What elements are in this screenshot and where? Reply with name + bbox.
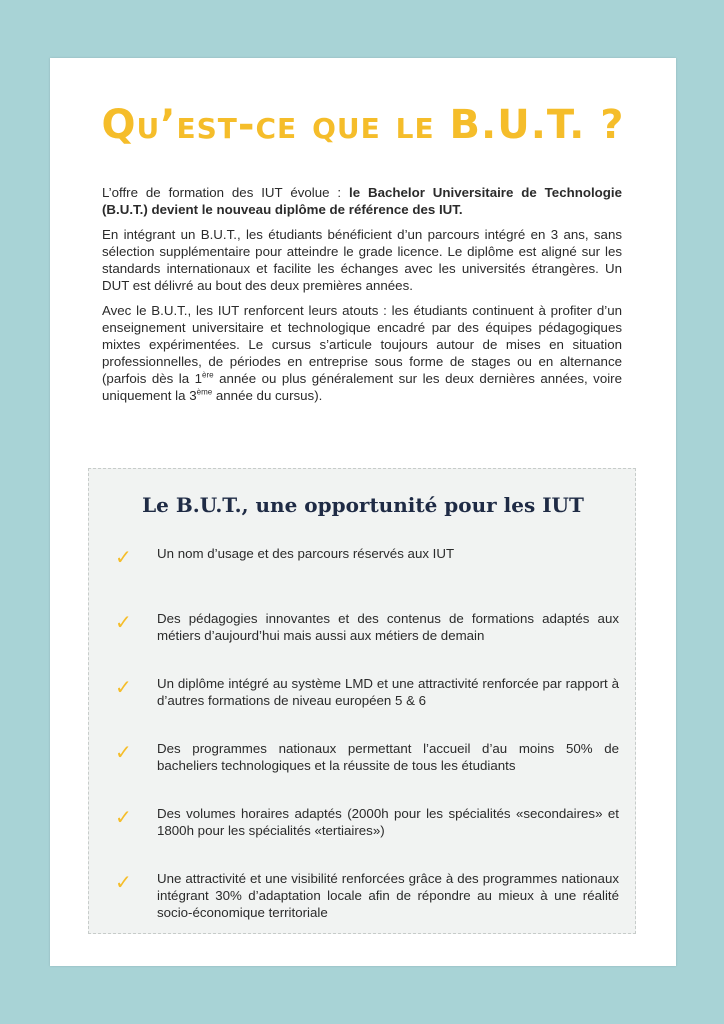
list-item (115, 610, 619, 675)
list-item (115, 870, 619, 935)
checkmark-icon: ✓ (115, 870, 132, 894)
intro-p3-part-b: année ou plus généralement sur les deux dernières années, voire uniquement la 3 (102, 371, 623, 403)
checkmark-icon: ✓ (115, 545, 132, 569)
list-item-text: Un diplôme intégré au système LMD et une attractivité renforcée par rapport à d’autres formations de niveau européen 5 & 6 (157, 676, 619, 708)
list-item (115, 675, 619, 740)
list-item-text: Des pédagogies innovantes et des contenus de formations adaptés aux métiers d’aujourd’hui mais aussi aux métiers de demain (157, 611, 619, 643)
intro-p3-part-c: année du cursus). (212, 388, 323, 403)
list-item-text: Une attractivité et une visibilité renforcées grâce à des programmes nationaux intégrant 30% d’adaptation locale afin de répondre au mieux à une réalité socio-économique territoriale (157, 871, 619, 920)
document-page (50, 58, 676, 966)
box-title: Le B.U.T., une opportunité pour les IUT (142, 493, 584, 517)
opportunity-list (115, 545, 619, 935)
checkmark-icon: ✓ (115, 740, 132, 764)
list-item-text: Un nom d’usage et des parcours réservés aux IUT (157, 546, 455, 561)
superscript-2: ème (196, 387, 213, 397)
intro-p3-part-a: Avec le B.U.T., les IUT renforcent leurs atouts : les étudiants continuent à profiter d’un enseignement universitaire et technologique encadré par des équipes pédagogiques mixtes expérimentées. Le cursus s’articule toujours autour de mises en situation professionnelles, de périodes en entreprise sous forme de stages ou en alternance (parfois dès la 1 (102, 303, 622, 386)
checkmark-icon: ✓ (115, 610, 132, 634)
checkmark-icon: ✓ (115, 675, 132, 699)
intro-lead-text: L’offre de formation des IUT évolue : (102, 185, 349, 200)
page-title: Qu’est-ce que le B.U.T. ? (101, 102, 625, 148)
checkmark-icon: ✓ (115, 805, 132, 829)
list-item (115, 805, 619, 870)
intro-paragraph-2: En intégrant un B.U.T., les étudiants bénéficient d’un parcours intégré en 3 ans, sans sélection supplémentaire pour atteindre le grade licence. Le diplôme est aligné sur les standards internationaux et facilite les échanges avec les universités étrangères. Un DUT est délivré au bout des deux premières années. (102, 227, 622, 293)
intro-section (102, 184, 622, 412)
opportunity-box (88, 468, 636, 934)
list-item (115, 740, 619, 805)
list-item-text: Des programmes nationaux permettant l’accueil d’au moins 50% de bacheliers technologiques et la réussite de tous les étudiants (157, 741, 619, 773)
intro-paragraph-3 (102, 302, 622, 404)
intro-bold-text: le Bachelor Universitaire de Technologie (B.U.T.) devient le nouveau diplôme de référence des IUT. (102, 185, 622, 217)
intro-paragraph-1 (102, 184, 622, 218)
superscript-1: ère (202, 370, 214, 380)
list-item (115, 545, 615, 610)
list-item-text: Des volumes horaires adaptés (2000h pour les spécialités «secondaires» et 1800h pour les spécialités «tertiaires») (157, 806, 619, 838)
